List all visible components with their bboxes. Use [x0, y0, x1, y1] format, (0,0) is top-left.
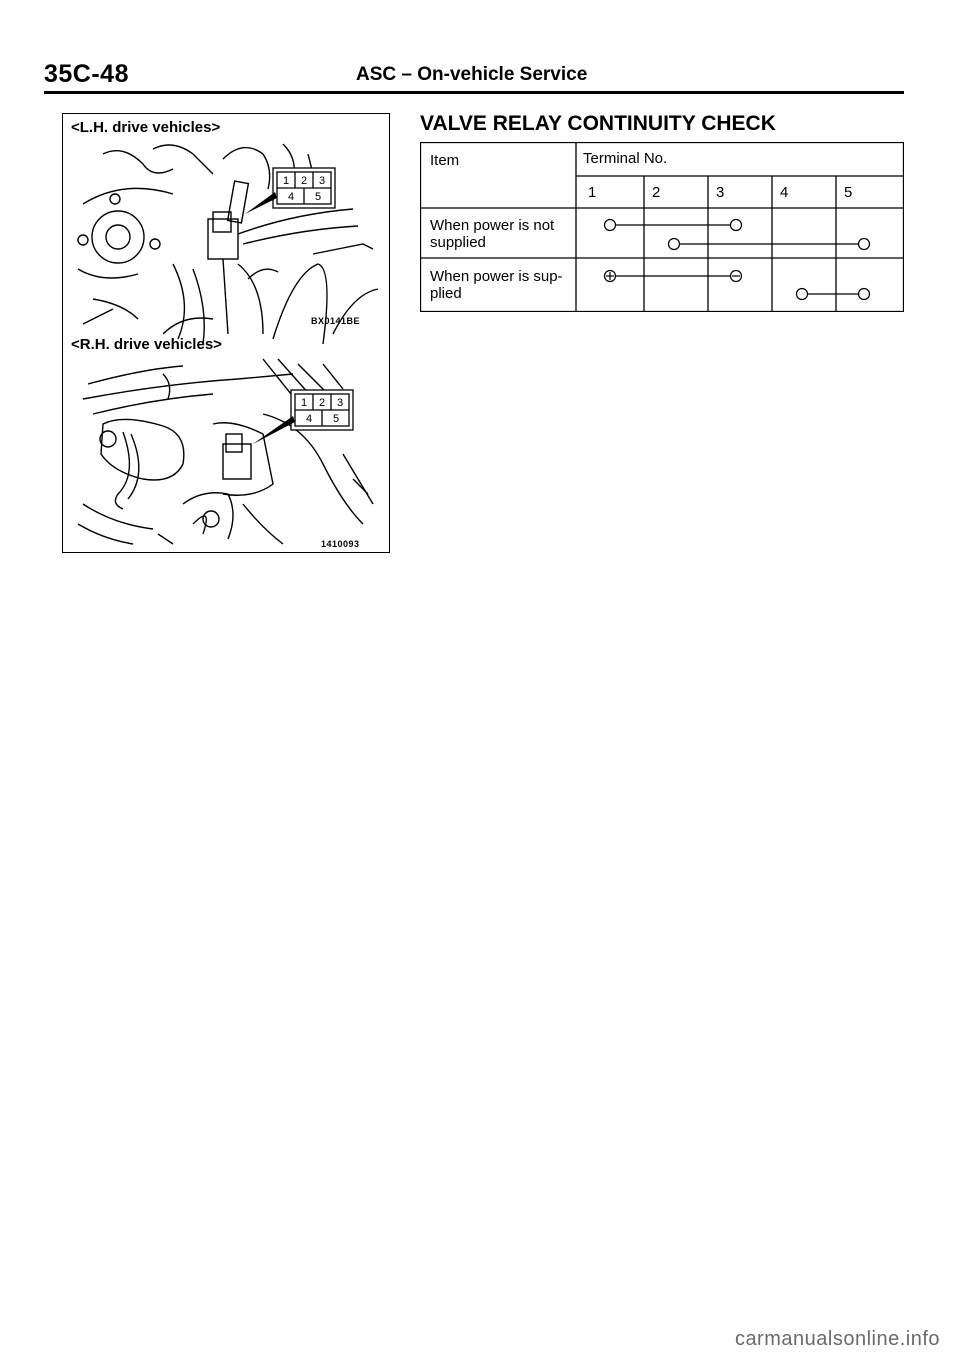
section-title: VALVE RELAY CONTINUITY CHECK — [420, 112, 776, 135]
item-header: Item — [430, 152, 460, 169]
row2-label — [430, 268, 563, 302]
terminal-5-header: 5 — [844, 184, 853, 201]
page-header-title: ASC – On-vehicle Service — [356, 64, 588, 85]
terminal-header: Terminal No. — [583, 150, 668, 167]
row1-label-line2: supplied — [430, 234, 486, 251]
rh-drive-label: <R.H. drive vehicles> — [71, 336, 222, 353]
row2-label-line1: When power is sup- — [430, 268, 563, 285]
terminal-4-header: 4 — [780, 184, 789, 201]
row2-terminal4-open — [797, 289, 808, 300]
lh-connector-terminal-2: 2 — [300, 175, 308, 187]
relay-block-rh — [223, 444, 251, 479]
rh-connector-terminal-1: 1 — [300, 397, 308, 409]
rh-figure-code: 1410093 — [321, 539, 360, 549]
footer-watermark[interactable]: carmanualsonline.info — [734, 1328, 940, 1350]
lh-connector-terminal-5: 5 — [314, 191, 322, 203]
row1-terminal5-open — [859, 239, 870, 250]
row2-label-line2: plied — [430, 285, 462, 302]
terminal-3-header: 3 — [716, 184, 725, 201]
strut-mount-inner — [106, 225, 130, 249]
row2-terminal5-open — [859, 289, 870, 300]
row1-terminal1-open — [605, 220, 616, 231]
terminal-1-header: 1 — [588, 184, 597, 201]
lh-connector-terminal-3: 3 — [318, 175, 326, 187]
row1-label-line1: When power is not — [430, 217, 555, 234]
row1-terminal3-open — [731, 220, 742, 231]
relay-location-figure — [62, 113, 390, 553]
rh-connector-terminal-5: 5 — [332, 413, 340, 425]
page-number: 35C-48 — [44, 60, 129, 88]
rh-connector-terminal-3: 3 — [336, 397, 344, 409]
lh-connector-terminal-1: 1 — [282, 175, 290, 187]
row1-terminal2-open — [669, 239, 680, 250]
rh-connector-terminal-2: 2 — [318, 397, 326, 409]
rh-connector-terminal-4: 4 — [305, 413, 313, 425]
terminal-2-header: 2 — [652, 184, 661, 201]
motor-body — [101, 419, 184, 480]
continuity-table — [420, 142, 904, 312]
row1-label — [430, 217, 554, 251]
strut-mount-outer — [92, 211, 144, 263]
rh-engine-bay-illustration — [63, 354, 388, 549]
lh-connector-terminal-4: 4 — [287, 191, 295, 203]
header-rule — [44, 91, 904, 94]
lh-figure-code: BX0141BE — [311, 316, 361, 326]
lh-drive-label: <L.H. drive vehicles> — [71, 119, 221, 136]
